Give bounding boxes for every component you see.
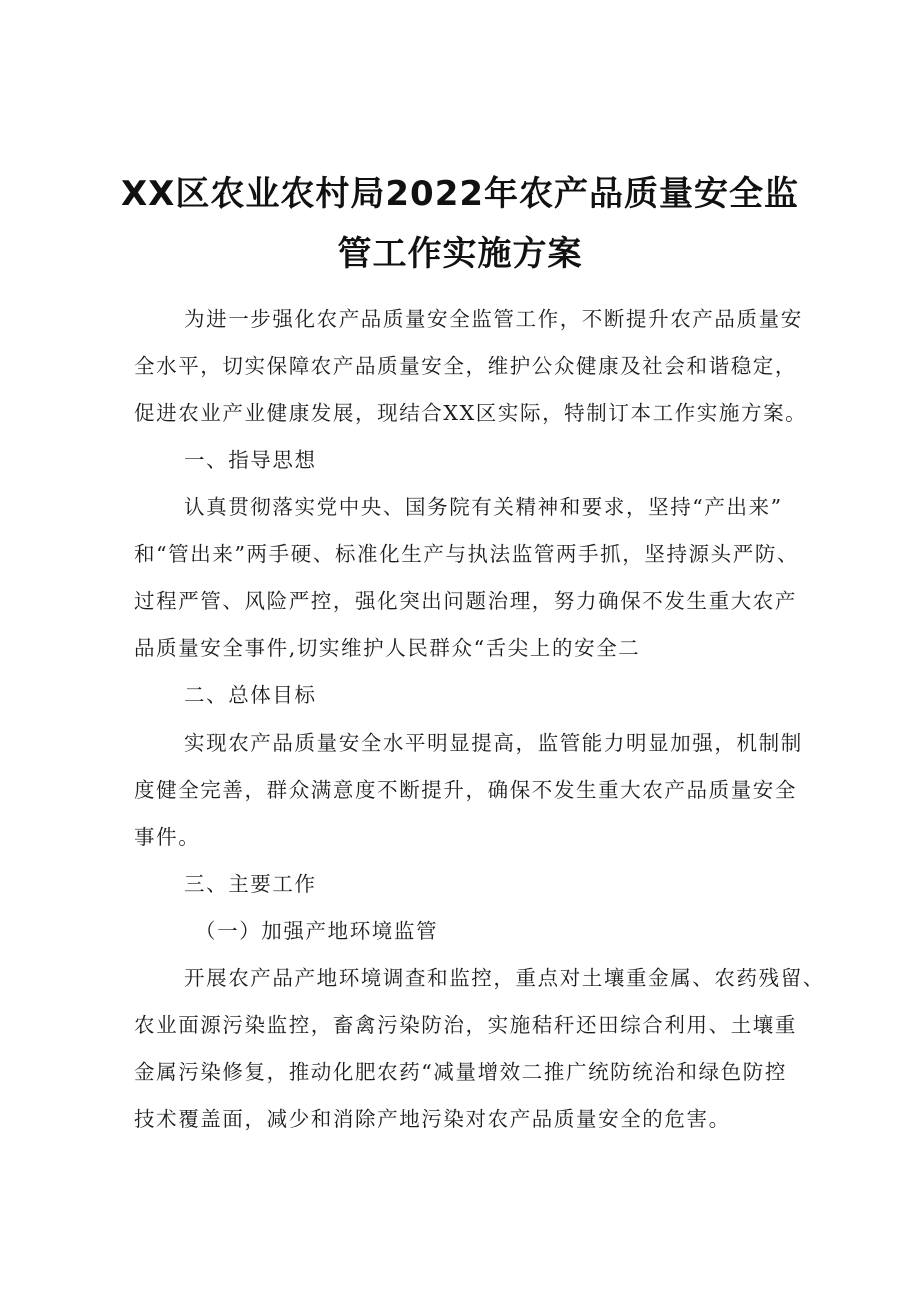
goals-paragraph-line-1: 实现农产品质量安全水平明显提高，监管能力明显加强，机制制 xyxy=(184,731,803,755)
section-heading-overall-goals: 二、总体目标 xyxy=(184,683,317,707)
goals-paragraph-line-2: 度健全完善，群众满意度不断提升，确保不发生重大农产品质量安全 xyxy=(134,778,797,802)
environment-paragraph-line-1: 开展农产品产地环境调查和监控，重点对土壤重金属、农药残留、 xyxy=(184,966,825,990)
document-title-line-2: 管工作实施方案 xyxy=(337,234,583,274)
intro-paragraph-line-3: 促进农业产业健康发展，现结合XX区实际，特制订本工作实施方案。 xyxy=(134,401,808,425)
guiding-paragraph-line-4: 品质量安全事件,切实维护人民群众“舌尖上的安全二 xyxy=(134,636,641,660)
goals-paragraph-line-3: 事件。 xyxy=(134,825,201,849)
guiding-paragraph-line-2: 和“管出来”两手硬、标准化生产与执法监管两手抓，坚持源头严防、 xyxy=(134,542,800,566)
environment-paragraph-line-2: 农业面源污染监控，畜禽污染防治，实施秸秆还田综合利用、土壤重 xyxy=(134,1013,797,1037)
subsection-heading-environment: （一）加强产地环境监管 xyxy=(195,919,439,943)
document-title-line-1: XX区农业农村局2022年农产品质量安全监 xyxy=(120,174,800,214)
section-heading-guiding-ideology: 一、指导思想 xyxy=(184,448,317,472)
guiding-paragraph-line-1: 认真贯彻落实党中央、国务院有关精神和要求，坚持“产出来” xyxy=(184,495,783,519)
intro-paragraph-line-1: 为进一步强化农产品质量安全监管工作，不断提升农产品质量安 xyxy=(184,307,803,331)
environment-paragraph-line-3: 金属污染修复，推动化肥农药“减量增效二推广统防统治和绿色防控 xyxy=(134,1060,787,1084)
section-heading-main-work: 三、主要工作 xyxy=(184,872,317,896)
guiding-paragraph-line-3: 过程严管、风险严控，强化突出问题治理，努力确保不发生重大农产 xyxy=(134,589,797,613)
intro-paragraph-line-2: 全水平，切实保障农产品质量安全，维护公众健康及社会和谐稳定， xyxy=(134,354,797,378)
environment-paragraph-line-4: 技术覆盖面，减少和消除产地污染对农产品质量安全的危害。 xyxy=(134,1107,731,1131)
